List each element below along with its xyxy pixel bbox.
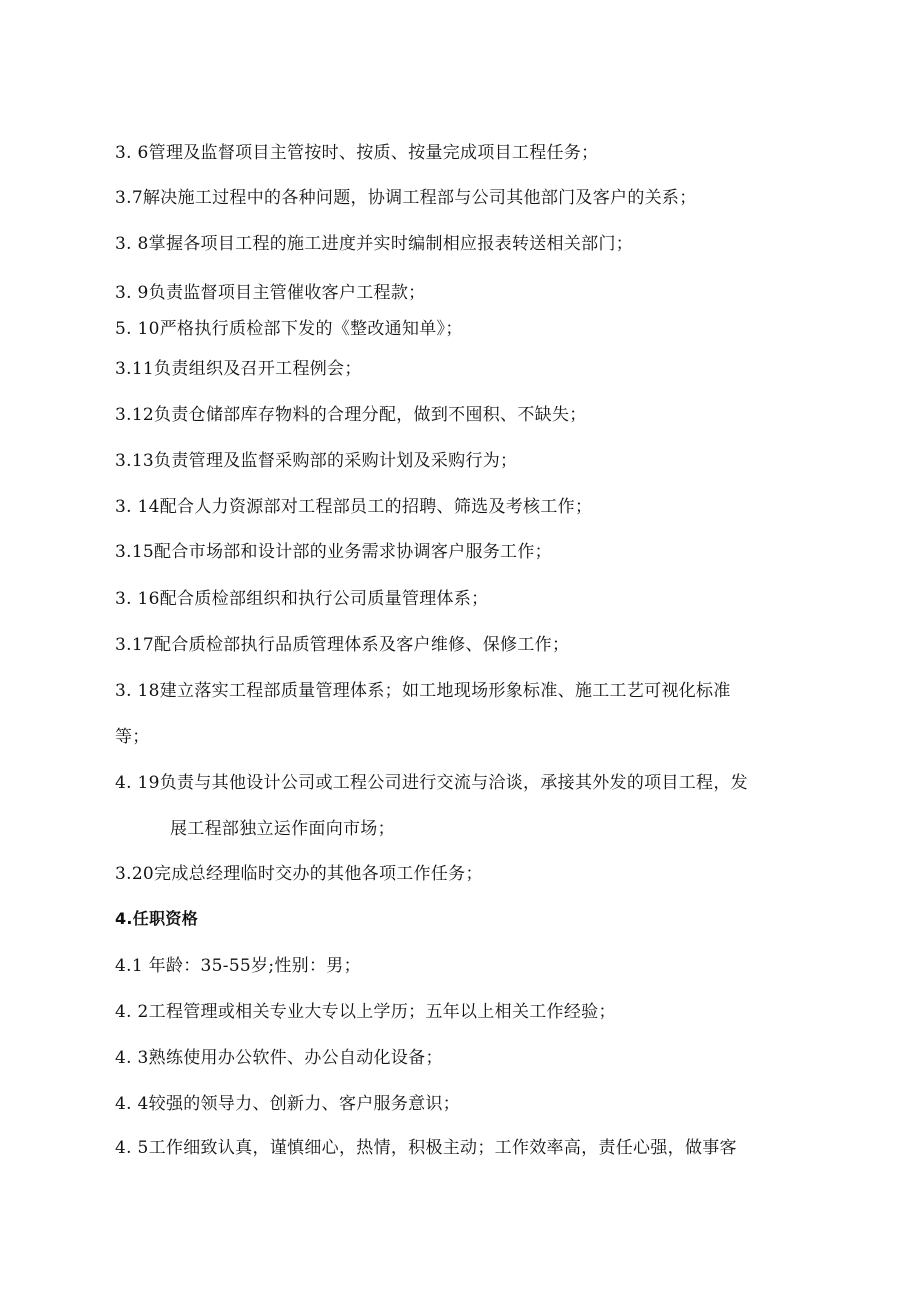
text-line-3-9: 3. 9负责监督项目主管催收客户工程款； <box>115 283 426 303</box>
text-line-4-2: 4. 2工程管理或相关专业大专以上学历；五年以上相关工作经验； <box>115 1002 616 1022</box>
section-heading-qualifications: 4.任职资格 <box>115 909 199 928</box>
text-line-4-3: 4. 3熟练使用办公软件、办公自动化设备； <box>115 1048 443 1068</box>
text-line-3-13: 3.13负责管理及监督采购部的采购计划及采购行为； <box>115 451 518 471</box>
text-line-4-5: 4. 5工作细致认真，谨慎细心，热情，积极主动；工作效率高，责任心强，做事客 <box>115 1138 737 1158</box>
text-line-3-15: 3.15配合市场部和设计部的业务需求协调客户服务工作； <box>115 542 552 562</box>
text-line-4-1: 4.1 年龄：35-55岁;性别：男； <box>115 956 361 976</box>
text-line-3-10: 5. 10严格执行质检部下发的《整改通知单》； <box>115 319 463 339</box>
text-line-3-6: 3. 6管理及监督项目主管按时、按质、按量完成项目工程任务； <box>115 143 599 163</box>
text-line-4-4: 4. 4较强的领导力、创新力、客户服务意识； <box>115 1094 461 1114</box>
text-line-3-14: 3. 14配合人力资源部对工程部员工的招聘、筛选及考核工作； <box>115 497 593 517</box>
text-line-3-19-continued: 展工程部独立运作面向市场； <box>170 819 395 839</box>
text-line-3-8: 3. 8掌握各项目工程的施工进度并实时编制相应报表转送相关部门； <box>115 234 634 254</box>
text-line-3-16: 3. 16配合质检部组织和执行公司质量管理体系； <box>115 589 489 609</box>
text-line-3-12: 3.12负责仓储部库存物料的合理分配，做到不囤积、不缺失； <box>115 405 587 425</box>
text-line-3-17: 3.17配合质检部执行品质管理体系及客户维修、保修工作； <box>115 635 570 655</box>
text-line-3-18: 3. 18建立落实工程部质量管理体系；如工地现场形象标准、施工工艺可视化标准 <box>115 681 731 701</box>
text-line-3-11: 3.11负责组织及召开工程例会； <box>115 359 362 379</box>
text-line-3-19: 4. 19负责与其他设计公司或工程公司进行交流与洽谈，承接其外发的项目工程，发 <box>115 773 748 793</box>
text-line-3-7: 3.7解决施工过程中的各种问题，协调工程部与公司其他部门及客户的关系； <box>115 188 697 208</box>
text-line-3-18-continued: 等； <box>115 727 150 747</box>
text-line-3-20: 3.20完成总经理临时交办的其他各项工作任务； <box>115 864 483 884</box>
